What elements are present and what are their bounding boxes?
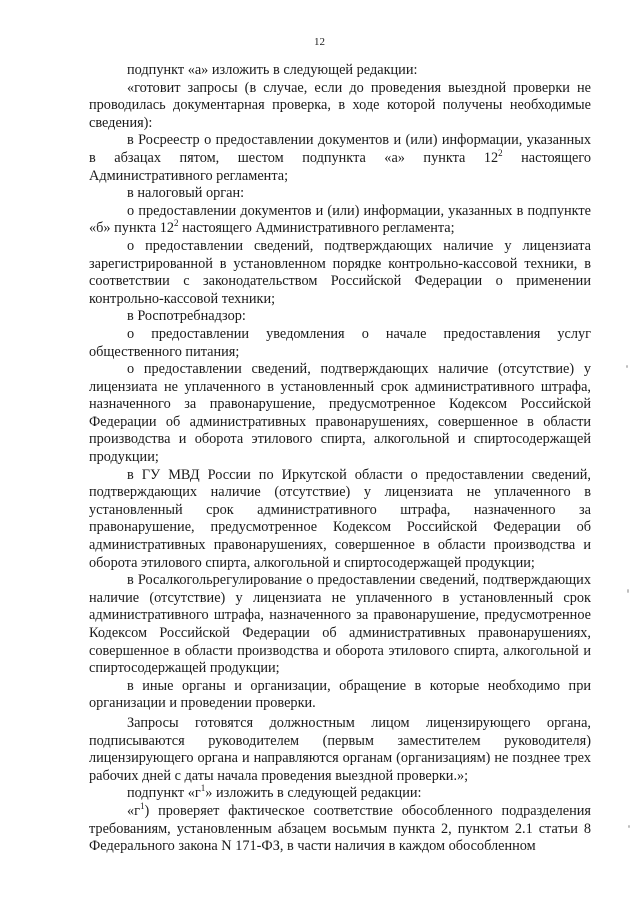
- paragraph-5: [89, 203, 591, 238]
- superscript: 1: [200, 783, 206, 794]
- superscript: 1: [140, 801, 145, 812]
- paragraph-3-text-end: настоящего Административного регламента;: [89, 149, 591, 184]
- paragraph-2: «готовит запросы (в случае, если до проведения выездной проверки не проводилась документарная проверка, в ходе которой получены необходимые сведения):: [89, 79, 591, 131]
- superscript: 2: [174, 218, 179, 229]
- paragraph-1: подпункт «а» изложить в следующей редакции:: [127, 62, 418, 78]
- paragraph-15: [89, 803, 591, 856]
- paragraph-11: в Росалкогольрегулирование о предоставлении сведений, подтверждающих наличие (отсутствие) у лицензиата не уплаченного в установленный срок административного штрафа, назначенного за правонарушение, предусмотренное Кодексом Российской Федерации об административных правонарушениях, совершенное в области производства и оборота этилового спирта, алкогольной и спиртосодержащей продукции;: [89, 572, 591, 677]
- scan-speck: [627, 589, 629, 593]
- paragraph-5-text-end: настоящего Административного регламента;: [178, 220, 455, 237]
- document-body: [89, 62, 591, 856]
- paragraph-14-text-end: » изложить в следующей редакции:: [205, 785, 422, 802]
- paragraph-9: о предоставлении сведений, подтверждающих наличие (отсутствие) у лицензиата не уплаченного в установленный срок административного штрафа, назначенного за правонарушение, предусмотренное Кодексом Российской Федерации об административных правонарушениях, совершенное в области производства и оборота этилового спирта, алкогольной и спиртосодержащей продукции;: [89, 361, 591, 466]
- paragraph-4: в налоговый орган:: [127, 185, 245, 202]
- paragraph-5-text: о предоставлении документов и (или) информации, указанных в подпункте «б» пункта 12: [89, 202, 591, 237]
- scan-speck: [628, 825, 630, 828]
- paragraph-6: о предоставлении сведений, подтверждающих наличие у лицензиата зарегистрированной в установленном порядке контрольно-кассовой техники, в соответствии с законодательством Российской Федерации о применении контрольно-кассовой техники;: [89, 237, 591, 307]
- paragraph-7: в Роспотребнадзор:: [127, 308, 246, 325]
- paragraph-10: в ГУ МВД России по Иркутской области о предоставлении сведений, подтверждающих наличие (отсутствие) у лицензиата не уплаченного в установленный срок административного штрафа, назначенного за правонарушение, предусмотренное Кодексом Российской Федерации об административных правонарушениях, совершенное в области производства и оборота этилового спирта, алкогольной и спиртосодержащей продукции;: [89, 466, 591, 571]
- paragraph-12: в иные органы и организации, обращение в которые необходимо при организации и проведении проверки.: [89, 677, 591, 712]
- paragraph-8: о предоставлении уведомления о начале предоставления услуг общественного питания;: [89, 325, 591, 360]
- paragraph-13: Запросы готовятся должностным лицом лицензирующего органа, подписываются руководителем (первым заместителем руководителя) лицензирующего органа и направляются органам (организациям) не позднее трех рабочих дней с даты начала проведения выездной проверки.»;: [89, 714, 591, 784]
- superscript: 2: [498, 148, 503, 159]
- scan-speck: [626, 365, 628, 368]
- paragraph-3-text: в Росреестр о предоставлении документов и (или) информации, указанных в абзацах пятом, шестом подпункта «а» пункта 12: [89, 132, 591, 166]
- page-number: 12: [314, 36, 325, 48]
- paragraph-14-text: подпункт «г: [127, 785, 201, 802]
- paragraph-15-text: «г: [127, 802, 141, 819]
- paragraph-14: [89, 785, 591, 803]
- paragraph-15-text-end: ) проверяет фактическое соответствие обособленного подразделения требованиям, установленным абзацем восьмым пункта 2, пунктом 2.1 статьи 8 Федерального закона N 171-ФЗ, в части наличия в каждом обособленном: [89, 802, 591, 855]
- paragraph-3: [89, 132, 591, 185]
